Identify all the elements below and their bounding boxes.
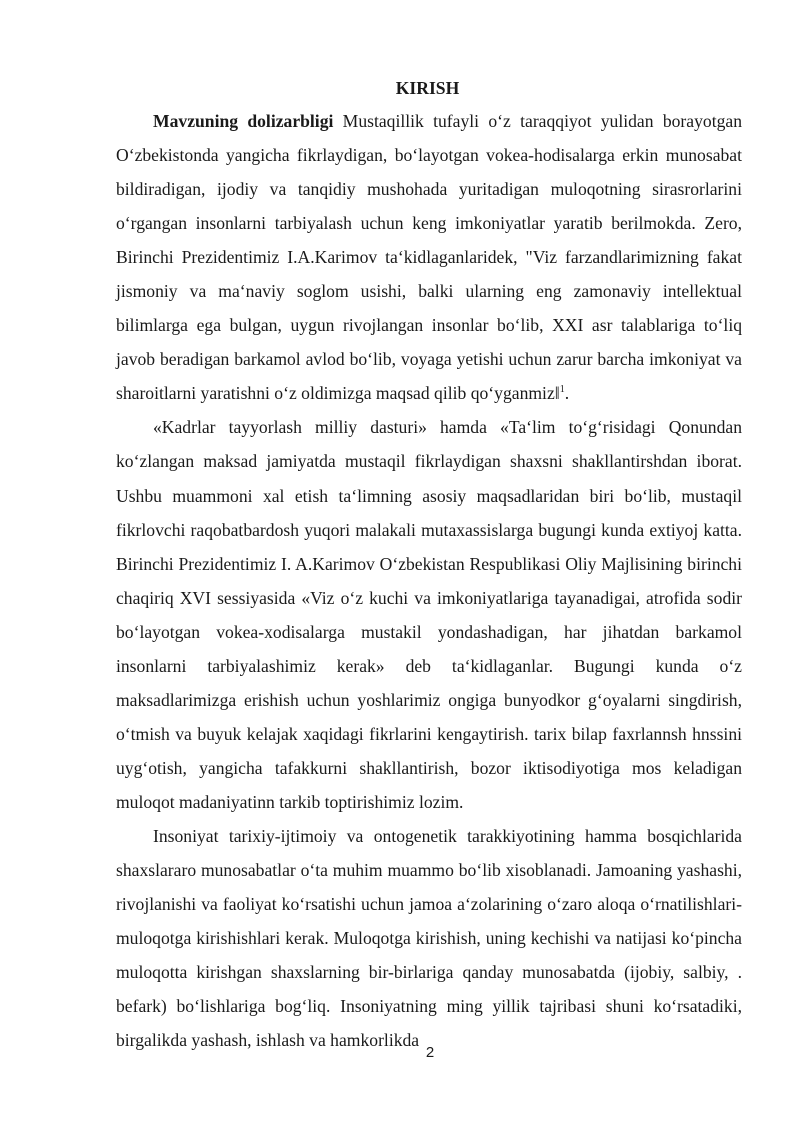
paragraph-lead: Mavzuning dolizarbligi <box>153 111 334 131</box>
paragraph-2: «Kadrlar tayyorlash milliy dasturi» hamda «Ta‘lim to‘g‘risidagi Qonundan ko‘zlangan maksad jamiyatda mustaqil fikrlaydigan shaxsni shakllantirshdan iborat. Ushbu muammoni xal etish ta‘limning asosiy maqsadlaridan biri bo‘lib, mustaqil fikrlovchi raqobatbardosh yuqori malakali mutaxassislarga bugungi kunda extiyoj katta. Birinchi Prezidentimiz I. A.Karimov O‘zbekistan Respublikasi Oliy Majlisining birinchi chaqiriq XVI sessiyasida «Viz o‘z kuchi va imkoniyatlariga tayanadigai, atrofida sodir bo‘layotgan vokea-xodisalarga mustakil yondashadigan, har jihatdan barkamol insonlarni tarbiyalashimiz kerak» deb ta‘kidlaganlar. Bugungi kunda o‘z maksadlarimizga erishish uchun yoshlarimiz ongiga bunyodkor g‘oyalarni singdirish, o‘tmish va buyuk kelajak xaqidagi fikrlarini kengaytirish. tarix bilap faxrlannsh hnssini uyg‘otish, yangicha tafakkurni shakllantirish, bozor iktisodiyotiga mos keladigan muloqot madaniyatinn tarkib toptirishimiz lozim. <box>116 417 742 812</box>
page-number: 2 <box>425 1044 435 1061</box>
body-text <box>116 104 742 1057</box>
footnote-marker[interactable]: 1 <box>559 384 565 396</box>
paragraph-text: Mustaqillik tufayli o‘z taraqqiyot yulidan borayotgan O‘zbekistonda yangicha fikrlaydigan, bo‘layotgan vokea-hodisalarga erkin munosabat bildiradigan, ijodiy va tanqidiy mushohada yuritadigan muloqotning sirasrorlarini o‘rgangan insonlarni tarbiyalash uchun keng imkoniyatlar yaratib berilmokda. Zero, Birinchi Prezidentimiz I.A.Karimov ta‘kidlaganlaridek, "Viz farzandlarimizning fakat jismoniy va ma‘naviy soglom usishi, balki ularning eng zamonaviy intellektual bilimlarga ega bulgan, uygun rivojlangan insonlar bo‘lib, XXI asr talablariga to‘liq javob beradigan barkamol avlod bo‘lib, voyaga yetishi uchun zarur barcha imkoniyat va sharoitlarni yaratishni o‘z oldimizga maqsad qilib qo‘yganmiz‖ <box>116 111 742 404</box>
page-title: KIRISH <box>395 78 460 98</box>
paragraph-3: Insoniyat tarixiy-ijtimoiy va ontogenetik tarakkiyotining hamma bosqichlarida shaxslararo munosabatlar o‘ta muhim muammo bo‘lib xisoblanadi. Jamoaning yashashi, rivojlanishi va faoliyat ko‘rsatishi uchun jamoa a‘zolarining o‘zaro aloqa o‘rnatilishlari-muloqotga kirishishlari kerak. Muloqotga kirishish, uning kechishi va natijasi ko‘pincha muloqotta kirishgan shaxslarning bir-birlariga qanday munosabatda (ijobiy, salbiy, . befark) bo‘lishlariga bog‘liq. Insoniyatning ming yillik tajribasi shuni ko‘rsatadiki, birgalikda yashash, ishlash va hamkorlikda <box>116 825 742 1051</box>
paragraph-1 <box>116 104 742 410</box>
paragraph-end: . <box>564 383 570 404</box>
